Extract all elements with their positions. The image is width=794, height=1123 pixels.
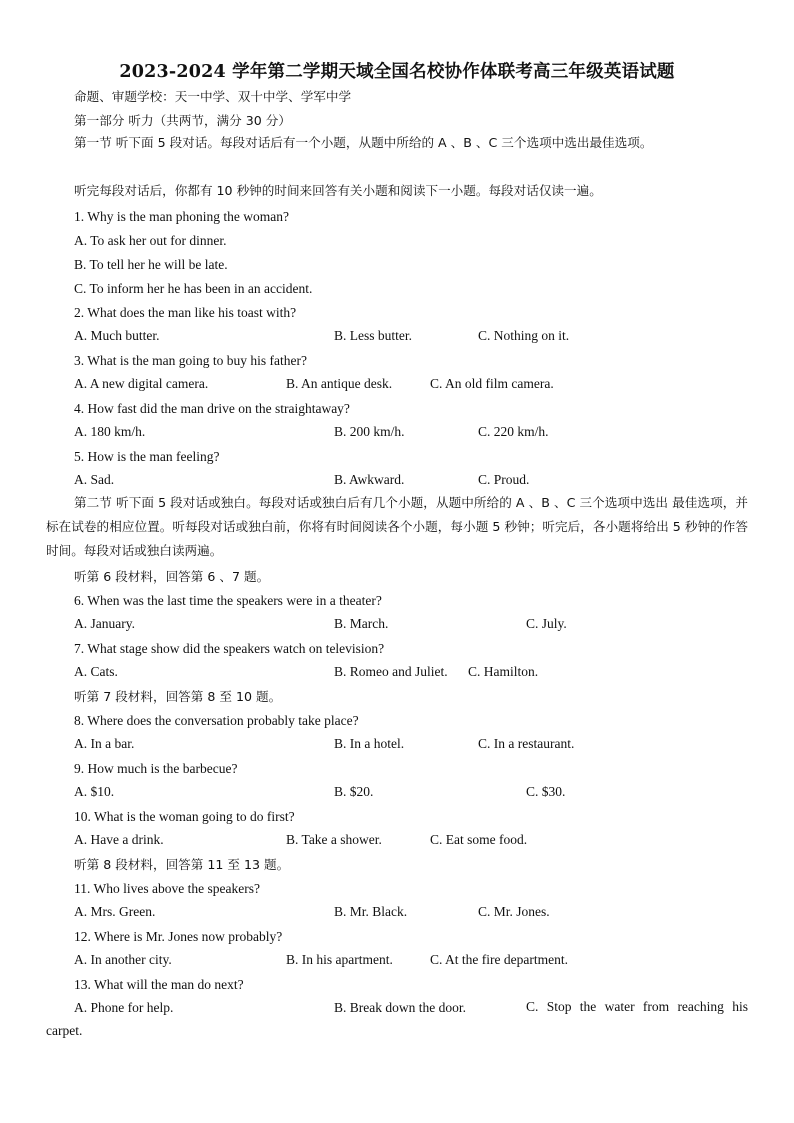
option-13b: B. Break down the door. — [334, 1000, 466, 1015]
option-11b: B. Mr. Black. — [334, 904, 408, 919]
options-row-3 — [0, 376, 794, 394]
option-7c: C. Hamilton. — [468, 664, 539, 679]
question-9: 9. How much is the barbecue? — [74, 761, 238, 776]
options-row-7 — [0, 664, 794, 682]
options-row-10 — [0, 832, 794, 850]
option-6c: C. July. — [526, 616, 567, 631]
option-12c: C. At the fire department. — [430, 952, 568, 967]
question-13: 13. What will the man do next? — [74, 977, 244, 992]
option-1b: B. To tell her he will be late. — [74, 257, 228, 272]
option-1c: C. To inform her he has been in an accident. — [74, 281, 313, 296]
options-row-6 — [0, 616, 794, 634]
option-13a: A. Phone for help. — [74, 1000, 174, 1015]
section1-instructions: 第一节 听下面 5 段对话。每段对话后有一个小题，从题中所给的 A 、B 、C 三个选项中选出最佳选项。 — [74, 135, 653, 150]
option-5c: C. Proud. — [478, 472, 530, 487]
material-7-heading: 听第 7 段材料，回答第 8 至 10 题。 — [74, 689, 282, 704]
option-11a: A. Mrs. Green. — [74, 904, 156, 919]
question-5: 5. How is the man feeling? — [74, 449, 220, 464]
question-2: 2. What does the man like his toast with? — [74, 305, 297, 320]
option-1a: A. To ask her out for dinner. — [74, 233, 227, 248]
option-3c: C. An old film camera. — [430, 376, 554, 391]
option-7a: A. Cats. — [74, 664, 118, 679]
option-6b: B. March. — [334, 616, 389, 631]
option-9b: B. $20. — [334, 784, 374, 799]
question-8: 8. Where does the conversation probably take place? — [74, 713, 359, 728]
option-3a: A. A new digital camera. — [74, 376, 209, 391]
options-row-5 — [0, 472, 794, 490]
option-12b: B. In his apartment. — [286, 952, 393, 967]
options-row-12 — [0, 952, 794, 970]
option-5b: B. Awkward. — [334, 472, 405, 487]
option-8b: B. In a hotel. — [334, 736, 405, 751]
option-2a: A. Much butter. — [74, 328, 160, 343]
option-2c: C. Nothing on it. — [478, 328, 570, 343]
material-6-heading: 听第 6 段材料，回答第 6 、7 题。 — [74, 569, 270, 584]
options-row-9 — [0, 784, 794, 802]
option-4b: B. 200 km/h. — [334, 424, 405, 439]
question-3: 3. What is the man going to buy his father? — [74, 353, 307, 368]
question-11: 11. Who lives above the speakers? — [74, 881, 260, 896]
option-2b: B. Less butter. — [334, 328, 412, 343]
page-title: 2023-2024 学年第二学期天域全国名校协作体联考高三年级英语试题 — [119, 62, 675, 82]
options-row-11 — [0, 904, 794, 922]
option-10c: C. Eat some food. — [430, 832, 528, 847]
option-4a: A. 180 km/h. — [74, 424, 146, 439]
option-9c: C. $30. — [526, 784, 566, 799]
option-11c: C. Mr. Jones. — [478, 904, 550, 919]
part1-heading: 第一部分 听力（共两节，满分 30 分） — [74, 113, 291, 128]
option-8a: A. In a bar. — [74, 736, 135, 751]
option-6a: A. January. — [74, 616, 135, 631]
question-7: 7. What stage show did the speakers watch on television? — [74, 641, 385, 656]
option-13c: C. Stop the water from reaching his carpet. — [46, 999, 748, 1038]
option-10a: A. Have a drink. — [74, 832, 164, 847]
options-row-8 — [0, 736, 794, 754]
options-row-2 — [0, 328, 794, 346]
section2-instructions: 第二节 听下面 5 段对话或独白。每段对话或独白后有几个小题，从题中所给的 A 、B 、C 三个选项中选出 最佳选项，并标在试卷的相应位置。听每段对话或独白前，你将有时间阅读各个小题，每小题 5 秒钟；听完后，各小题将给出 5 秒钟的作答时间。每段对话或独白读两遍。 — [46, 495, 748, 558]
option-8c: C. In a restaurant. — [478, 736, 575, 751]
option-10b: B. Take a shower. — [286, 832, 382, 847]
option-9a: A. $10. — [74, 784, 115, 799]
setter-schools: 命题、审题学校：天一中学、双十中学、学军中学 — [74, 89, 352, 104]
question-4: 4. How fast did the man drive on the straightaway? — [74, 401, 350, 416]
option-5a: A. Sad. — [74, 472, 115, 487]
option-4c: C. 220 km/h. — [478, 424, 549, 439]
question-6: 6. When was the last time the speakers were in a theater? — [74, 593, 382, 608]
material-8-heading: 听第 8 段材料，回答第 11 至 13 题。 — [74, 857, 290, 872]
option-3b: B. An antique desk. — [286, 376, 393, 391]
section1-note: 听完每段对话后，你都有 10 秒钟的时间来回答有关小题和阅读下一小题。每段对话仅读一遍。 — [74, 183, 602, 198]
question-12: 12. Where is Mr. Jones now probably? — [74, 929, 283, 944]
question-1: 1. Why is the man phoning the woman? — [74, 209, 289, 224]
option-7b: B. Romeo and Juliet. — [334, 664, 448, 679]
options-row-4 — [0, 424, 794, 442]
question-10: 10. What is the woman going to do first? — [74, 809, 295, 824]
option-12a: A. In another city. — [74, 952, 172, 967]
